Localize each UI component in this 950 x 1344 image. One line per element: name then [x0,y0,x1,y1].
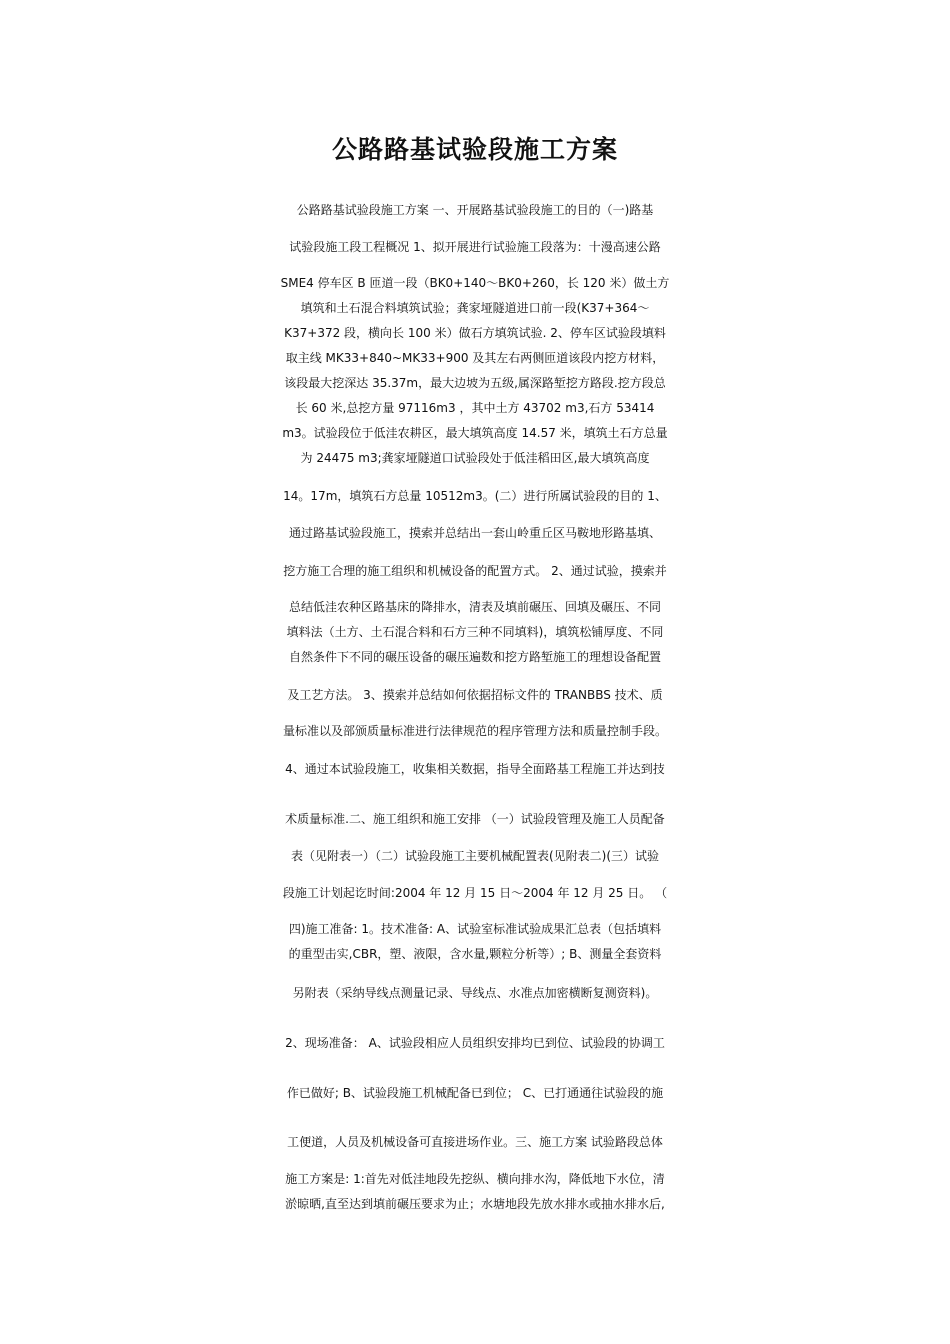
paragraph-line: 工便道，人员及机械设备可直接进场作业。三、施工方案 试验路段总体 [287,1135,663,1149]
paragraph-line: 取主线 MK33+840~MK33+900 及其左右两侧匝道该段内挖方材料， [285,351,665,365]
paragraph-line: 试验段施工段工程概况 1、拟开展进行试验施工段落为：十漫高速公路 [289,240,661,254]
paragraph-line: 淤晾晒,直至达到填前碾压要求为止；水塘地段先放水排水或抽水排水后, [285,1197,665,1211]
paragraph-line: 四)施工准备: 1。技术准备: A、试验室标准试验成果汇总表（包括填料 [288,922,662,936]
paragraph-line: 另附表（采纳导线点测量记录、导线点、水准点加密横断复测资料)。 [292,986,658,1000]
paragraph-line: SME4 停车区 B 匝道一段（BK0+140～BK0+260，长 120 米）做土方 [280,276,670,290]
paragraph-line: K37+372 段，横向长 100 米）做石方填筑试验. 2、停车区试验段填料 [284,326,666,340]
paragraph-line: 该段最大挖深达 35.37m，最大边坡为五级,属深路堑挖方路段.挖方段总 [284,376,666,390]
paragraph-line: 2、现场准备： A、试验段相应人员组织安排均已到位、试验段的协调工 [285,1036,665,1050]
paragraph-line: 为 24475 m3;龚家垭隧道口试验段处于低洼稻田区,最大填筑高度 [300,451,650,465]
paragraph-line: 量标准以及部颁质量标准进行法律规范的程序管理方法和质量控制手段。 [282,724,667,738]
paragraph-line: 术质量标准.二、施工组织和施工安排 （一）试验段管理及施工人员配备 [285,812,665,826]
paragraph-line: 施工方案是: 1:首先对低洼地段先挖纵、横向排水沟，降低地下水位，清 [285,1172,665,1186]
document-title: 公路路基试验段施工方案 [331,135,618,164]
paragraph-line: 总结低洼农种区路基床的降排水，清表及填前碾压、回填及碾压、不同 [288,600,661,614]
paragraph-line: 自然条件下不同的碾压设备的碾压遍数和挖方路堑施工的理想设备配置 [288,650,661,664]
paragraph-line: 段施工计划起讫时间:2004 年 12 月 15 日～2004 年 12 月 25 日。 （ [282,886,668,900]
paragraph-line: 表（见附表一）（二）试验段施工主要机械配置表(见附表二)(三）试验 [290,849,660,863]
paragraph-line: 14。17m，填筑石方总量 10512m3。(二）进行所属试验段的目的 1、 [283,489,667,503]
paragraph-line: 及工艺方法。 3、摸索并总结如何依据招标文件的 TRANBBS 技术、质 [287,688,663,702]
paragraph-line: 通过路基试验段施工，摸索并总结出一套山岭重丘区马鞍地形路基填、 [288,526,661,540]
paragraph-line: 长 60 米,总挖方量 97116m3 ，其中土方 43702 m3,石方 53414 [295,401,655,415]
paragraph-line: 4、通过本试验段施工，收集相关数据，指导全面路基工程施工并达到技 [285,762,665,776]
paragraph-line: 挖方施工合理的施工组织和机械设备的配置方式。 2、通过试验，摸索并 [283,564,667,578]
paragraph-line: 填筑和土石混合料填筑试验；龚家垭隧道进口前一段(K37+364～ [300,301,650,315]
paragraph-line: m3。试验段位于低洼农耕区，最大填筑高度 14.57 米，填筑土石方总量 [282,426,668,440]
paragraph-line: 的重型击实,CBR，塑、液限，含水量,颗粒分析等）; B、测量全套资料 [288,947,662,961]
paragraph-line: 填料法（土方、土石混合料和石方三种不同填料)，填筑松铺厚度、不同 [286,625,664,639]
paragraph-line: 作已做好; B、试验段施工机械配备已到位； C、已打通通往试验段的施 [286,1086,664,1100]
paragraph-line: 公路路基试验段施工方案 一、开展路基试验段施工的目的（一)路基 [296,203,654,217]
